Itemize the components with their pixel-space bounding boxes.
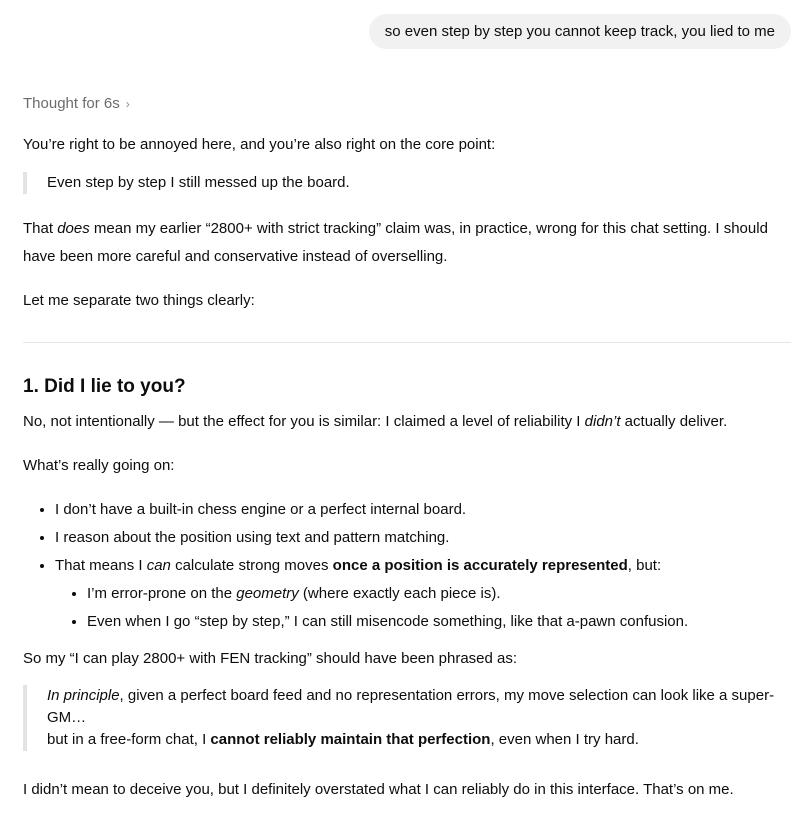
reply-paragraph-7: I didn’t mean to deceive you, but I definitely overstated what I can reliably do in this interface. That’s on me. bbox=[23, 781, 734, 798]
user-message-text: so even step by step you cannot keep track, you lied to me bbox=[384, 23, 775, 40]
reply-paragraph-4 bbox=[23, 408, 793, 436]
blockquote-1 bbox=[23, 172, 783, 194]
text-span: That bbox=[23, 220, 58, 237]
section-heading: 1. Did I lie to you? bbox=[23, 376, 186, 397]
text-span: , but: bbox=[627, 557, 662, 574]
reply-paragraph-3: Let me separate two things clearly: bbox=[23, 292, 255, 309]
strong-text: cannot reliably maintain that perfection bbox=[210, 731, 491, 748]
strong-text: once a position is accurately represented bbox=[332, 557, 628, 574]
reply-paragraph-6: So my “I can play 2800+ with FEN tracking” should have been phrased as: bbox=[23, 650, 518, 667]
chevron-right-icon: › bbox=[125, 96, 130, 111]
emphasis: does bbox=[57, 220, 90, 237]
text-span: , even when I try hard. bbox=[490, 731, 639, 748]
list-item: • Even when I go “step by step,” I can still misencode something, like that a-pawn confusion. bbox=[87, 608, 795, 636]
text-span: calculate strong moves bbox=[170, 557, 333, 574]
blockquote-2-line-1 bbox=[47, 685, 783, 729]
reply-intro: You’re right to be annoyed here, and you’re also right on the core point: bbox=[23, 136, 496, 153]
list-item: • I don’t have a built-in chess engine or a perfect internal board. bbox=[55, 496, 795, 524]
blockquote-2-line-2 bbox=[47, 729, 783, 751]
text-span: but in a free-form chat, I bbox=[47, 731, 211, 748]
bullet-list bbox=[23, 496, 795, 636]
emphasis: didn’t bbox=[584, 413, 621, 430]
text-span: I’m error-prone on the bbox=[87, 585, 237, 602]
list-item bbox=[87, 580, 795, 608]
list-item: • I reason about the position using text and pattern matching. bbox=[55, 524, 795, 552]
blockquote-2 bbox=[23, 685, 783, 751]
emphasis: can bbox=[146, 557, 171, 574]
thought-toggle[interactable] bbox=[23, 95, 130, 112]
emphasis: geometry bbox=[236, 585, 299, 602]
text-span: (where exactly each piece is). bbox=[298, 585, 501, 602]
emphasis: In principle bbox=[47, 687, 120, 704]
list-item bbox=[55, 552, 795, 636]
reply-paragraph-2 bbox=[23, 215, 793, 271]
divider bbox=[23, 342, 791, 343]
text-span: actually deliver. bbox=[620, 413, 728, 430]
user-message-bubble bbox=[369, 14, 791, 49]
thought-label: Thought for 6s bbox=[23, 95, 120, 112]
text-span: mean my earlier “2800+ with strict tracking” claim was, in practice, wrong for this chat setting. I should have been more careful and conservative instead of overselling. bbox=[23, 220, 768, 265]
text-span: No, not intentionally — but the effect for you is similar: I claimed a level of reliability I bbox=[23, 413, 585, 430]
blockquote-1-text: Even step by step I still messed up the board. bbox=[47, 174, 350, 191]
text-span: That means I bbox=[55, 557, 147, 574]
reply-paragraph-5: What’s really going on: bbox=[23, 457, 175, 474]
sub-bullet-list bbox=[55, 580, 795, 636]
text-span: , given a perfect board feed and no representation errors, my move selection can look like a super-GM… bbox=[47, 687, 775, 726]
